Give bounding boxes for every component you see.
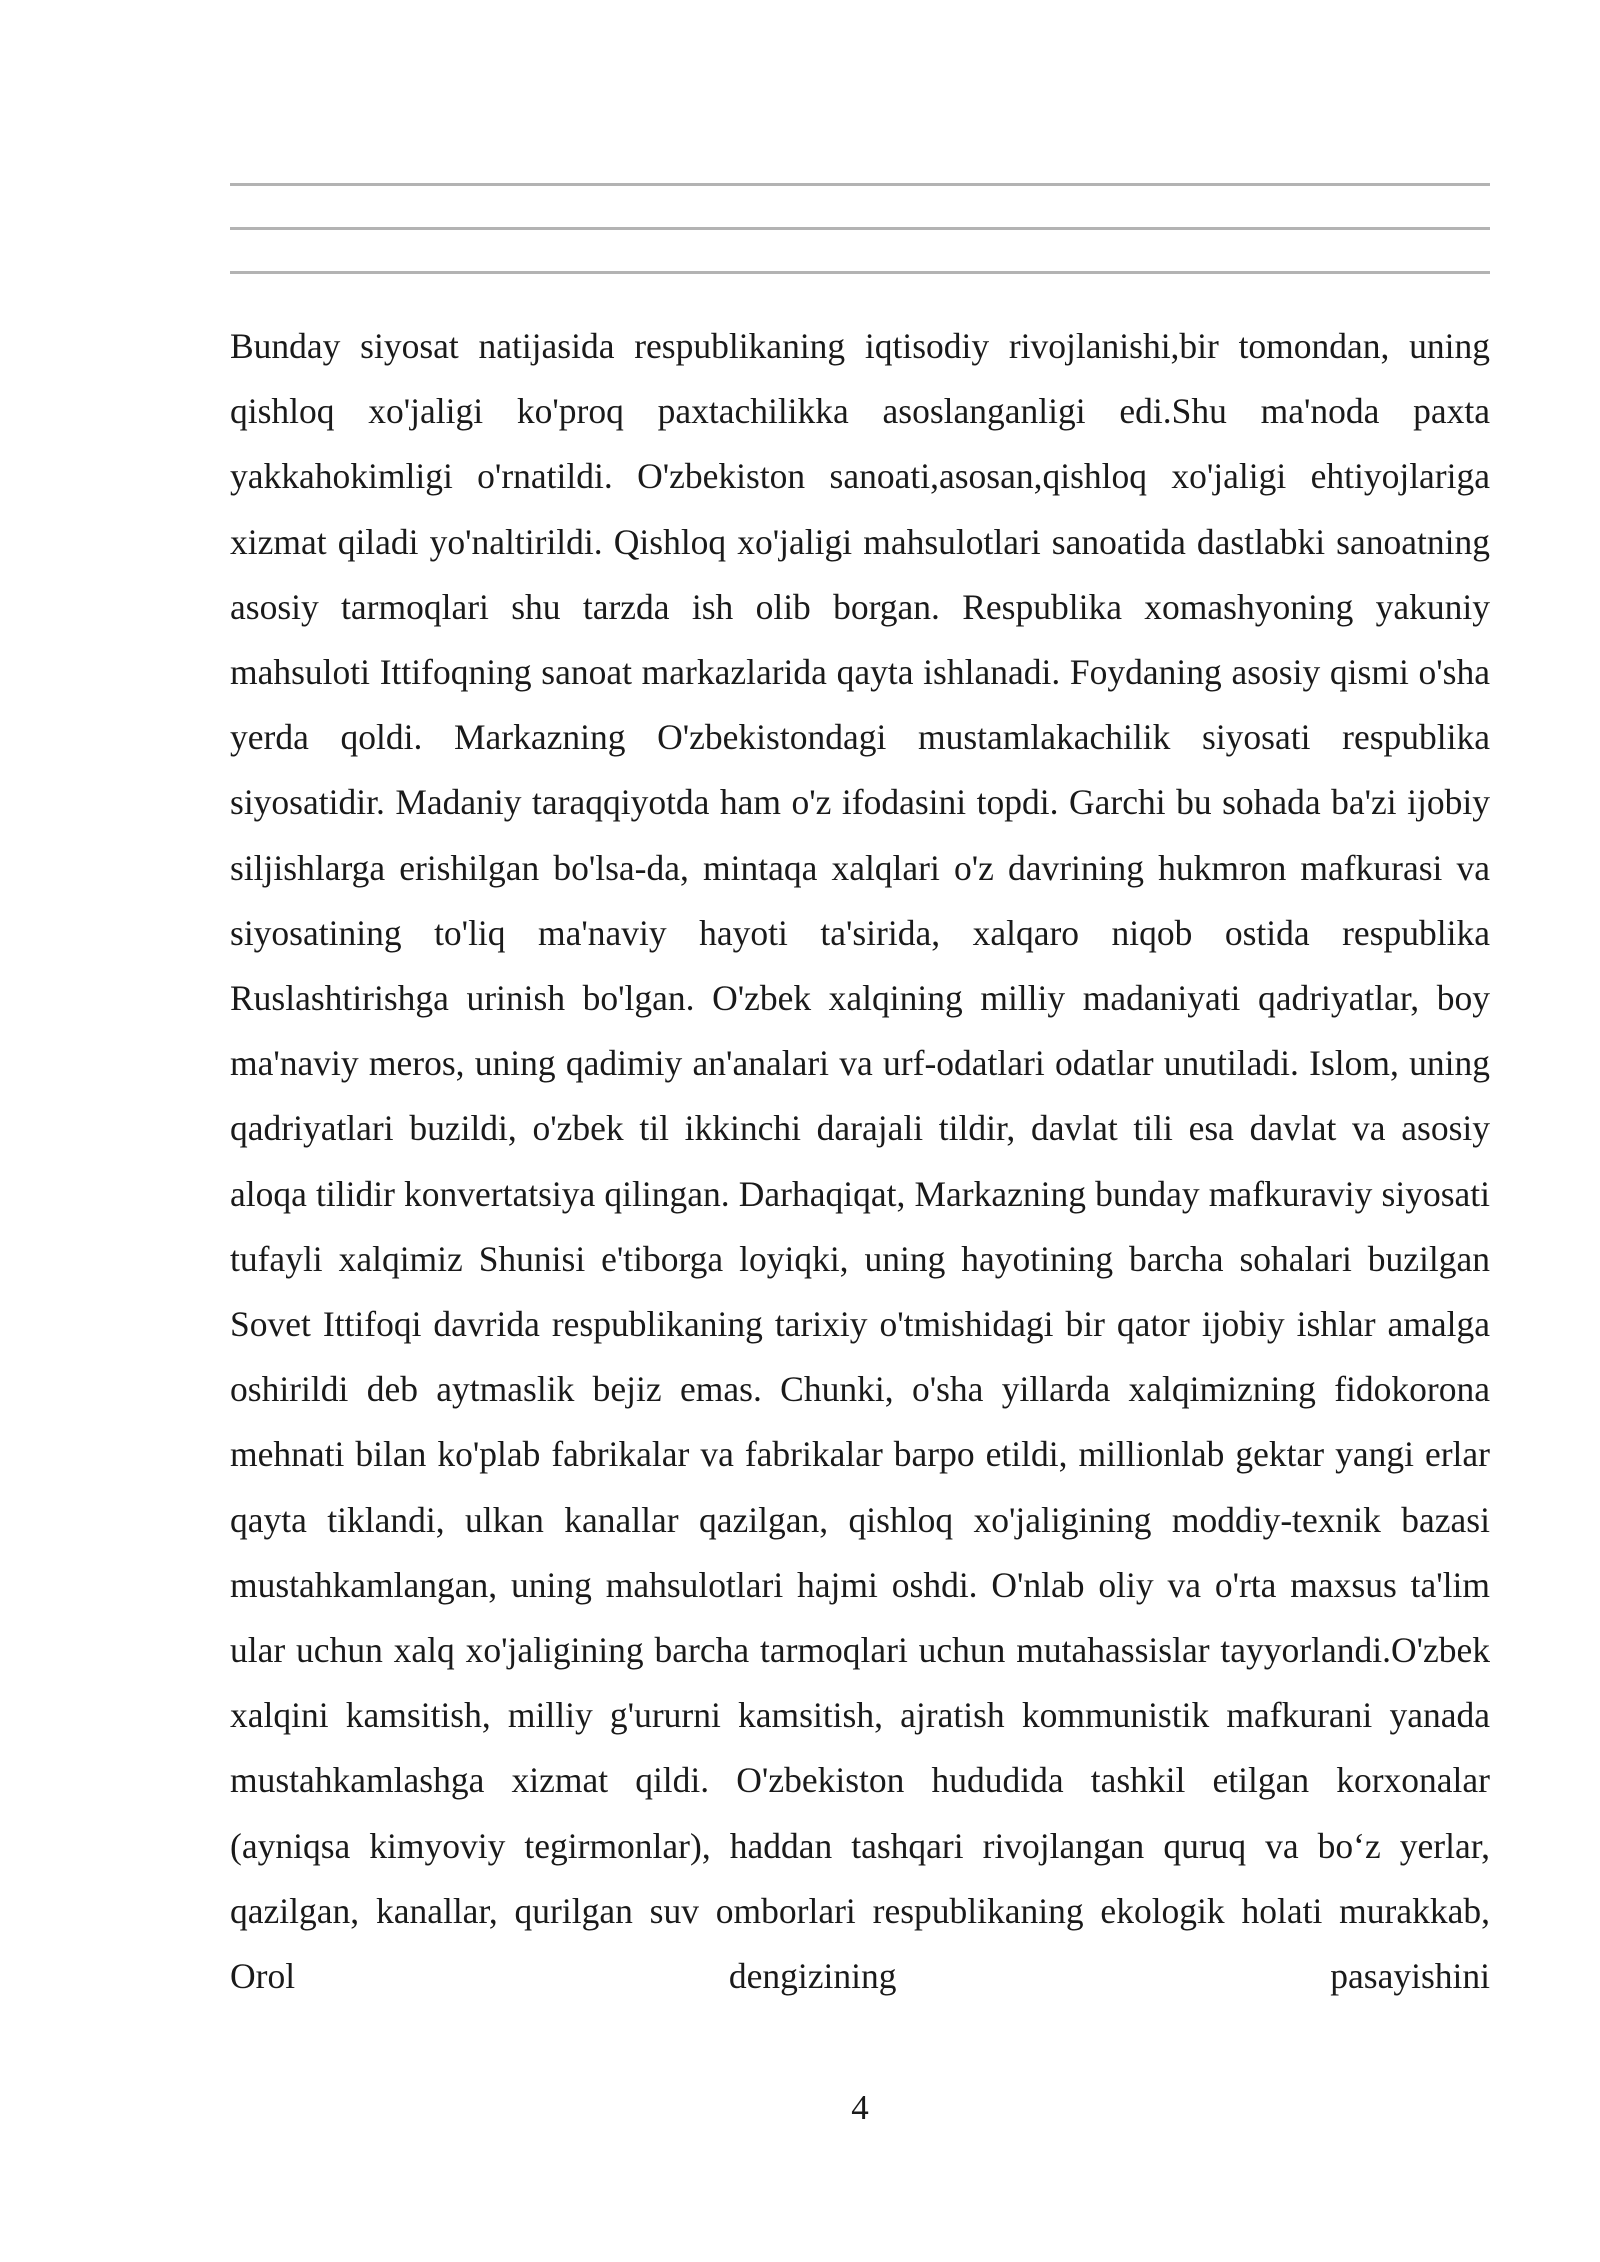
body-paragraph: Bunday siyosat natijasida respublikaning iqtisodiy rivojlanishi,bir tomondan, uning qishloq xo'jaligi ko'proq paxtachilikka asoslanganligi edi.Shu ma'noda paxta yakkahokimligi o'rnatildi. O'zbekiston sanoati,asosan,qishloq xo'jaligi ehtiyojlariga xizmat qiladi yo'naltirildi. Qishloq xo'jaligi mahsulotlari sanoatida dastlabki sanoatning asosiy tarmoqlari shu tarzda ish olib borgan. Respublika xomashyoning yakuniy mahsuloti Ittifoqning sanoat markazlarida qayta ishlanadi. Foydaning asosiy qismi o'sha yerda qoldi. Markazning O'zbekistondagi mustamlakachilik siyosati respublika siyosatidir. Madaniy taraqqiyotda ham o'z ifodasini topdi. Garchi bu sohada ba'zi ijobiy siljishlarga erishilgan bo'lsa-da, mintaqa xalqlari o'z davrining hukmron mafkurasi va siyosatining to'liq ma'naviy hayoti ta'sirida, xalqaro niqob ostida respublika Ruslashtirishga urinish bo'lgan. O'zbek xalqining milliy madaniyati qadriyatlar, boy ma'naviy meros, uning qadimiy an'analari va urf-odatlari odatlar unutiladi. Islom, uning qadriyatlari buzildi, o'zbek til ikkinchi darajali tildir, davlat tili esa davlat va asosiy aloqa tilidir konvertatsiya qilingan. Darhaqiqat, Markazning bunday mafkuraviy siyosati tufayli xalqimiz Shunisi e'tiborga loyiqki, uning hayotining barcha sohalari buzilgan Sovet Ittifoqi davrida respublikaning tarixiy o'tmishidagi bir qator ijobiy ishlar amalga oshirildi deb aytmaslik bejiz emas. Chunki, o'sha yillarda xalqimizning fidokorona mehnati bilan ko'plab fabrikalar va fabrikalar barpo etildi, millionlab gektar yangi erlar qayta tiklandi, ulkan kanallar qazilgan, qishloq xo'jaligining moddiy-texnik bazasi mustahkamlangan, uning mahsulotlari hajmi oshdi. O'nlab oliy va o'rta maxsus ta'lim ular uchun xalq xo'jaligining barcha tarmoqlari uchun mutahassislar tayyorlandi.O'zbek xalqini kamsitish, milliy g'ururni kamsitish, ajratish kommunistik mafkurani yanada mustahkamlashga xizmat qildi. O'zbekiston hududida tashkil etilgan korxonalar (ayniqsa kimyoviy tegirmonlar), haddan tashqari rivojlangan quruq va boʻz yerlar, qazilgan, kanallar, qurilgan suv omborlari respublikaning ekologik holati murakkab, Orol dengizining pasayishini bbox=[230, 326, 1490, 1997]
header-rule-3 bbox=[230, 271, 1490, 274]
page-number: 4 bbox=[851, 2088, 869, 2127]
header-rule-2 bbox=[230, 227, 1490, 230]
header-rule-1 bbox=[230, 183, 1490, 186]
